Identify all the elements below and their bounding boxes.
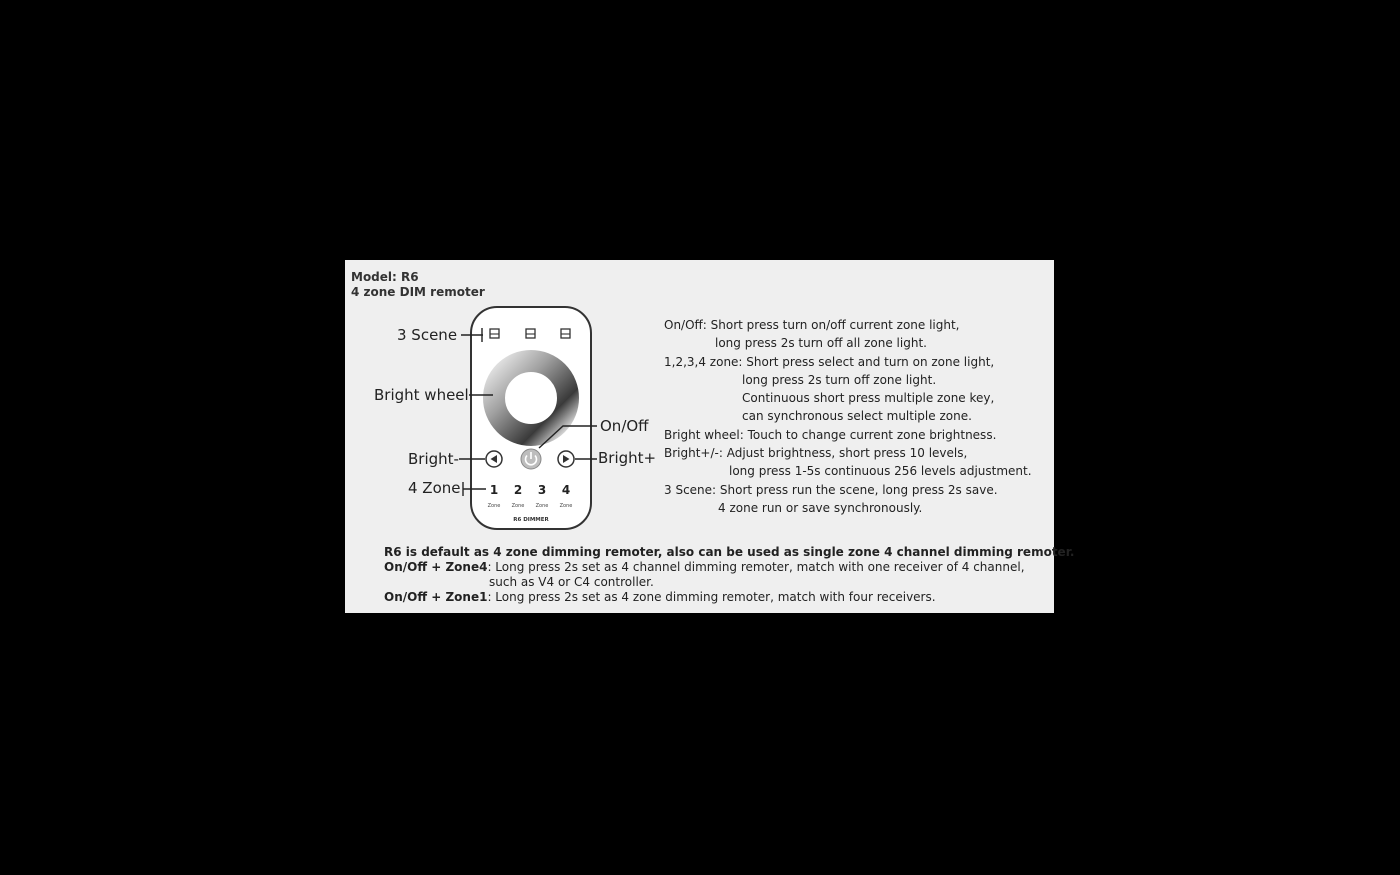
remote-diagram xyxy=(345,305,685,585)
desc-scene-line2: 4 zone run or save synchronously. xyxy=(718,501,923,515)
note-zone1-key: On/Off + Zone1 xyxy=(384,590,488,604)
zone-2-button[interactable]: 2 xyxy=(513,483,523,497)
model-title: Model: R6 xyxy=(351,270,419,284)
zone-caption: Zone xyxy=(559,503,573,509)
desc-bright-line2: long press 1-5s continuous 256 levels adjustment. xyxy=(729,464,1032,478)
note-zone4 xyxy=(384,560,1025,574)
manual-panel xyxy=(345,260,1075,613)
note-zone4-key: On/Off + Zone4 xyxy=(384,560,488,574)
bright-wheel-label: Bright wheel xyxy=(374,386,469,404)
note-default: R6 is default as 4 zone dimming remoter, also can be used as single zone 4 channel dimming remoter. xyxy=(384,545,1075,559)
model-subtitle: 4 zone DIM remoter xyxy=(351,285,485,299)
remote-model-label: R6 DIMMER xyxy=(513,517,549,523)
zone-label: 4 Zone xyxy=(408,479,461,497)
desc-zone-line4: can synchronous select multiple zone. xyxy=(742,409,972,423)
bright-minus-label: Bright- xyxy=(408,450,459,468)
bright-plus-label: Bright+ xyxy=(598,449,657,467)
note-zone1-text: : Long press 2s set as 4 zone dimming remoter, match with four receivers. xyxy=(487,590,936,604)
desc-bright-line1: Bright+/-: Adjust brightness, short press 10 levels, xyxy=(664,446,968,460)
zone-caption: Zone xyxy=(535,503,549,509)
desc-onoff-line2: long press 2s turn off all zone light. xyxy=(715,336,927,350)
power-button[interactable] xyxy=(521,449,541,469)
desc-zone-line3: Continuous short press multiple zone key, xyxy=(742,391,995,405)
note-zone4-text: : Long press 2s set as 4 channel dimming remoter, match with one receiver of 4 channel, xyxy=(487,560,1025,574)
onoff-label: On/Off xyxy=(600,417,649,435)
desc-onoff-line1: On/Off: Short press turn on/off current zone light, xyxy=(664,318,960,332)
desc-zone-line1: 1,2,3,4 zone: Short press select and turn on zone light, xyxy=(664,355,995,369)
zone-caption: Zone xyxy=(487,503,501,509)
zone-caption: Zone xyxy=(511,503,525,509)
bright-minus-button[interactable] xyxy=(486,451,502,467)
bright-plus-button[interactable] xyxy=(558,451,574,467)
scene-label: 3 Scene xyxy=(397,326,458,344)
desc-zone-line2: long press 2s turn off zone light. xyxy=(742,373,937,387)
note-zone4-line2: such as V4 or C4 controller. xyxy=(489,575,654,589)
zone-1-button[interactable]: 1 xyxy=(489,483,499,497)
note-zone1 xyxy=(384,590,936,604)
zone-3-button[interactable]: 3 xyxy=(537,483,547,497)
zone-4-button[interactable]: 4 xyxy=(561,483,571,497)
desc-scene-line1: 3 Scene: Short press run the scene, long press 2s save. xyxy=(664,483,998,497)
desc-wheel-line1: Bright wheel: Touch to change current zone brightness. xyxy=(664,428,997,442)
